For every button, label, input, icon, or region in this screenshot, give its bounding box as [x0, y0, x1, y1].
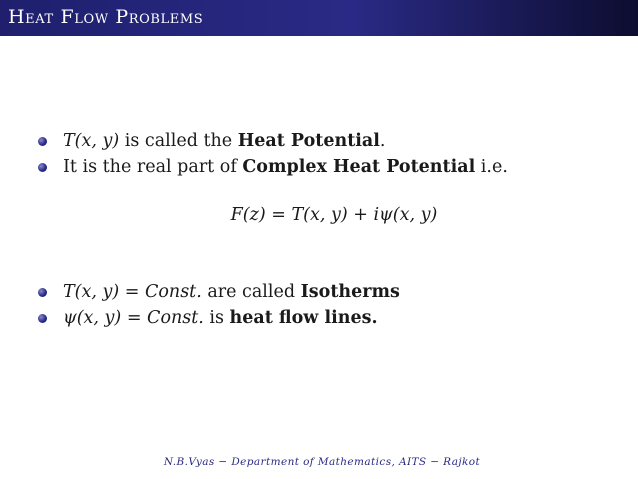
bullet-item: [38, 279, 618, 305]
bold-term: heat flow lines.: [229, 308, 378, 328]
bullet-text: [63, 305, 378, 331]
bullet-item: [38, 305, 618, 331]
bullet-text: [63, 154, 508, 180]
slide-title: Heat Flow Problems: [8, 6, 204, 28]
bullet-text-part: is: [203, 308, 230, 328]
bullet-text-part: is called the: [119, 131, 238, 151]
bullet-list-top: [38, 128, 618, 180]
bold-term: Isotherms: [300, 282, 400, 302]
bullet-text-part: It is the real part of: [63, 157, 243, 177]
bullet-text: [63, 279, 400, 305]
slide-footer: N.B.Vyas − Department of Mathematics, AITS − Rajkot: [163, 456, 481, 468]
bullet-text-part: i.e.: [475, 157, 508, 177]
slide-header: [0, 0, 638, 36]
bold-term: Complex Heat Potential: [242, 157, 476, 177]
math-expression: T(x, y): [63, 131, 120, 151]
bullet-item: [38, 154, 618, 180]
math-expression: T(x, y) = Const.: [63, 282, 202, 302]
bullet-text-part: .: [379, 131, 386, 151]
bullet-icon: [38, 288, 47, 297]
bullet-item: [38, 128, 618, 154]
bullet-icon: [38, 314, 47, 323]
display-equation: F(z) = T(x, y) + iψ(x, y): [230, 205, 438, 225]
bullet-text: [63, 128, 386, 154]
bold-term: Heat Potential: [237, 131, 380, 151]
bullet-text-part: are called: [201, 282, 301, 302]
math-expression: ψ(x, y) = Const.: [63, 308, 204, 328]
bullet-icon: [38, 137, 47, 146]
bullet-list-bottom: [38, 279, 618, 331]
bullet-icon: [38, 163, 47, 172]
